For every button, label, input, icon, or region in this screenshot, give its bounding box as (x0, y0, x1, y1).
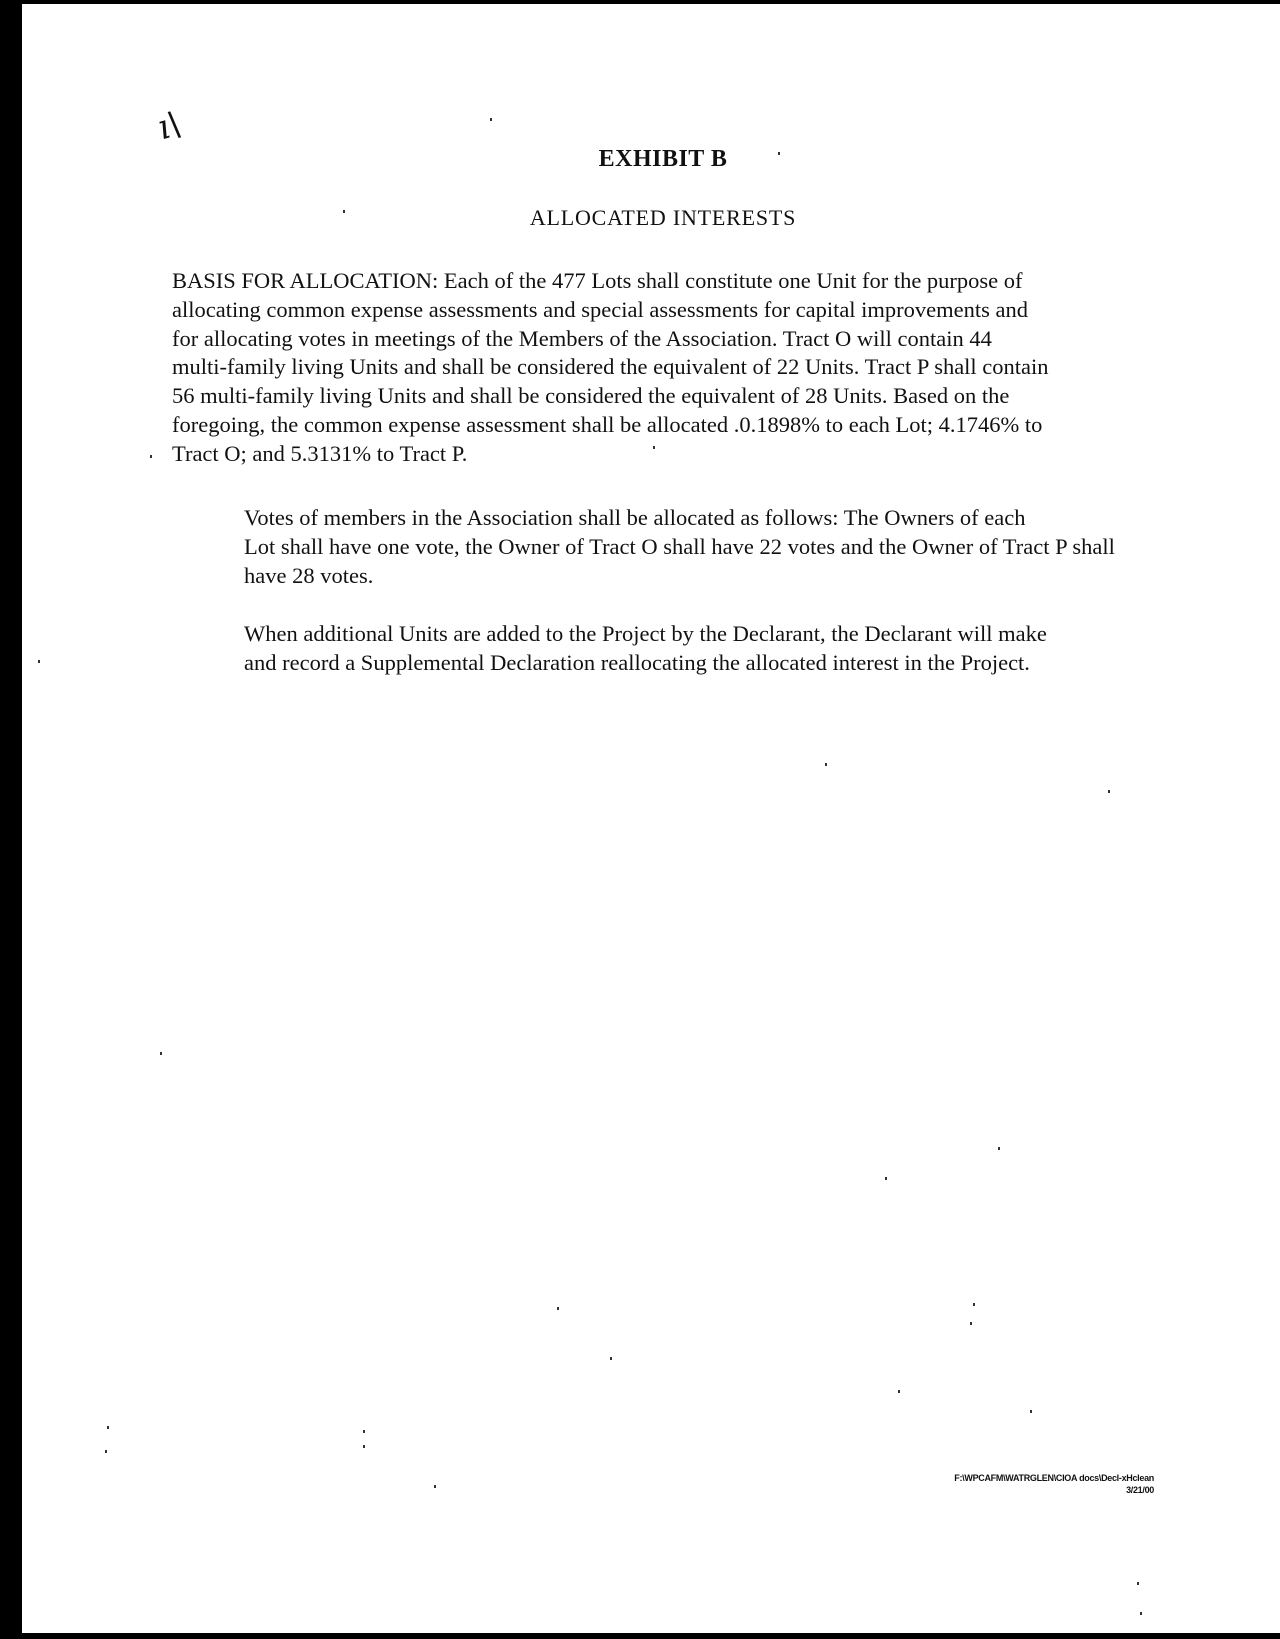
scan-speck (1137, 1582, 1139, 1585)
scan-speck (825, 763, 827, 766)
scan-speck (363, 1445, 365, 1448)
scan-speck (1108, 790, 1110, 793)
scan-speck (343, 210, 345, 213)
text-line: 56 multi-family living Units and shall be considered the equivalent of 28 Units. Based on the (172, 383, 1010, 409)
paragraph-additional-units (170, 620, 1150, 678)
scan-speck (150, 455, 152, 458)
text-line: BASIS FOR ALLOCATION: Each of the 477 Lots shall constitute one Unit for the purpose of (172, 268, 1023, 293)
text-line: When additional Units are added to the Project by the Declarant, the Declarant will make (244, 621, 1047, 646)
scan-speck (970, 1322, 972, 1325)
footer-file-path: F:\WPCAFM\WATRGLEN\CIOA docs\Decl-xHclean (954, 1473, 1154, 1483)
scan-speck (160, 1052, 162, 1055)
scan-speck (1030, 1410, 1032, 1413)
scan-speck (105, 1450, 107, 1453)
scan-speck (38, 660, 40, 663)
paragraph-basis-for-allocation (172, 267, 1162, 469)
text-line: and record a Supplemental Declaration reallocating the allocated interest in the Project. (244, 649, 1030, 675)
scan-speck (610, 1357, 612, 1360)
scan-speck (898, 1390, 900, 1393)
text-line: foregoing, the common expense assessment shall be allocated .0.1898% to each Lot; 4.1746% to (172, 411, 1043, 437)
scan-speck (778, 152, 780, 155)
text-line: Tract O; and 5.3131% to Tract P. (172, 440, 468, 466)
text-line: Lot shall have one vote, the Owner of Tract O shall have 22 votes and the Owner of Tract P shall (244, 533, 1115, 559)
scan-speck (653, 446, 655, 449)
text-line: for allocating votes in meetings of the Members of the Association. Tract O will contain 44 (172, 325, 992, 351)
document-subtitle: ALLOCATED INTERESTS (529, 205, 797, 230)
scan-speck (885, 1177, 887, 1180)
scan-speck (363, 1430, 365, 1433)
text-line: Votes of members in the Association shall be allocated as follows: The Owners of each (244, 505, 1026, 530)
paragraph-votes-allocation (170, 504, 1150, 590)
scan-speck (557, 1307, 559, 1310)
scan-speck (107, 1426, 109, 1429)
scan-speck (1140, 1612, 1142, 1615)
text-line: multi-family living Units and shall be considered the equivalent of 22 Units. Tract P shall contain (172, 354, 1049, 380)
text-line: allocating common expense assessments and special assessments for capital improvements and (172, 296, 1029, 322)
scan-speck (973, 1303, 975, 1306)
document-title: EXHIBIT B (598, 146, 728, 172)
scan-speck (998, 1147, 1000, 1150)
scan-speck (434, 1485, 436, 1488)
scan-speck (490, 118, 492, 121)
footer-file-reference (954, 1472, 1154, 1496)
footer-date: 3/21/00 (1126, 1485, 1154, 1495)
handwritten-page-mark: ı\ (152, 103, 186, 149)
text-line: have 28 votes. (244, 562, 374, 588)
